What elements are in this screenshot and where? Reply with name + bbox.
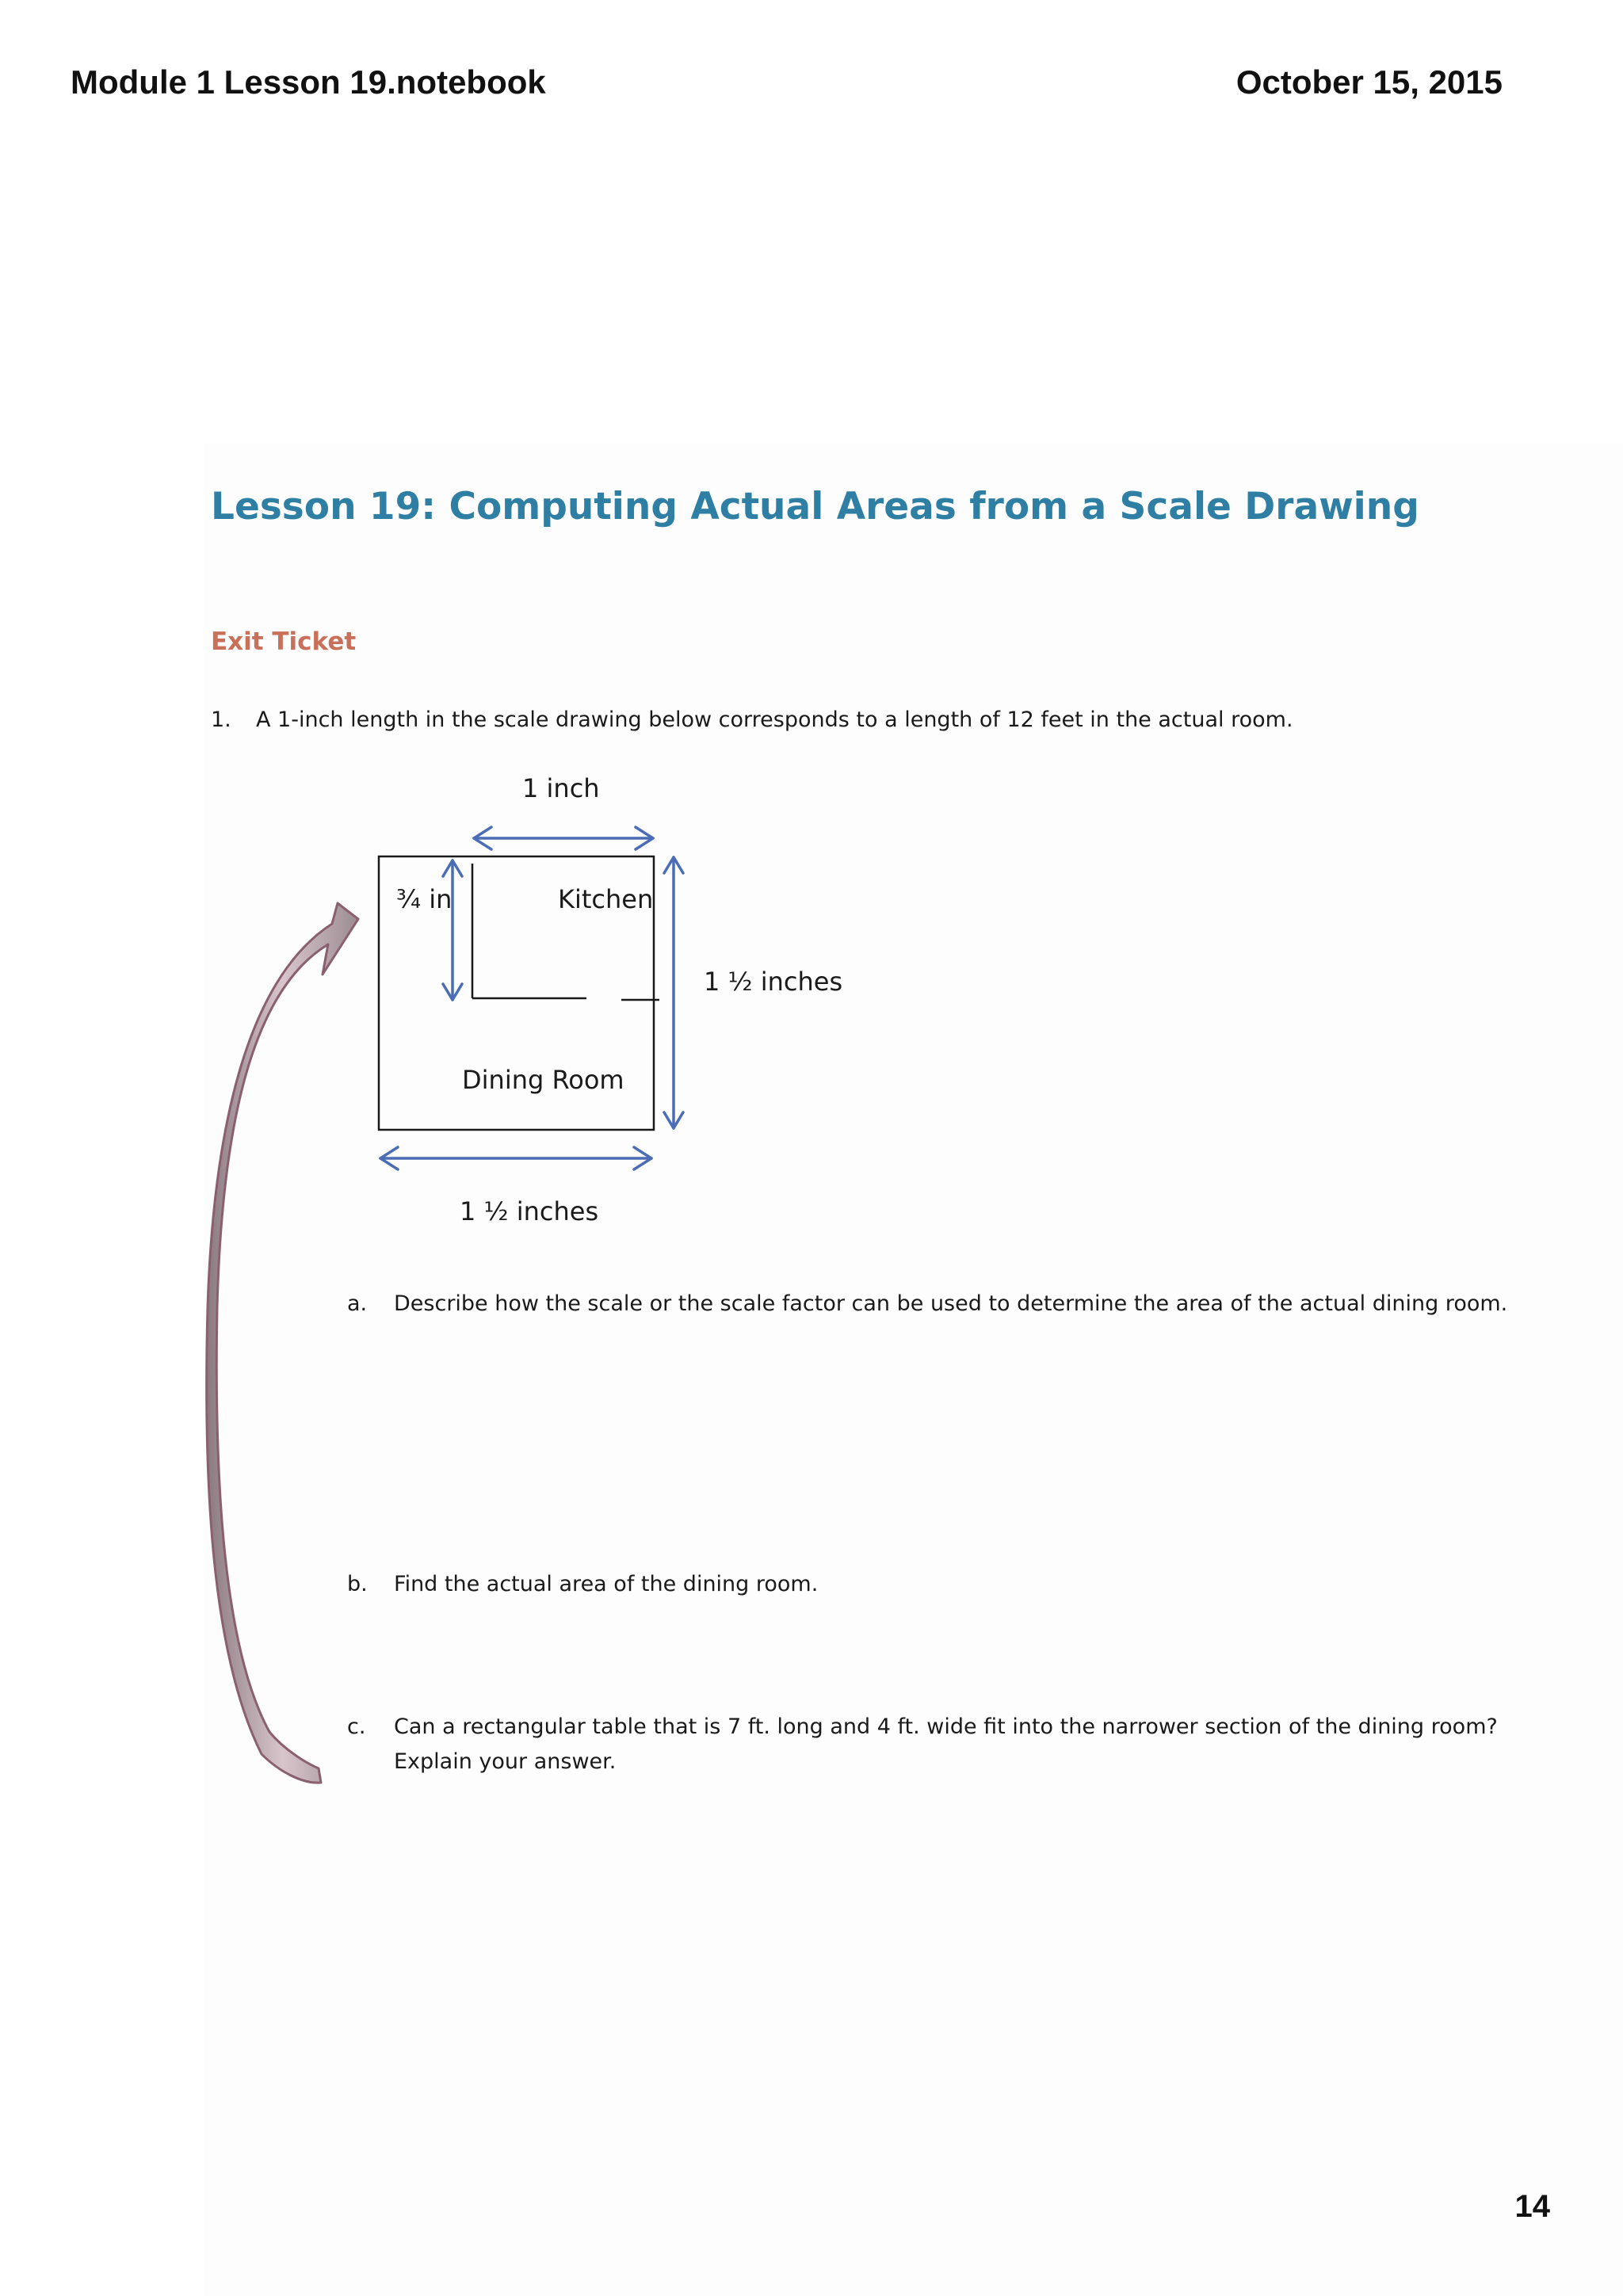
right-dimension-label: 1 ½ inches (704, 967, 843, 997)
notebook-date: October 15, 2015 (1235, 63, 1503, 101)
problem-number: 1. (211, 707, 231, 732)
bottom-dimension-label: 1 ½ inches (460, 1196, 599, 1226)
question-a-letter: a. (347, 1291, 368, 1316)
right-dimension-arrow (664, 857, 683, 1128)
kitchen-label: Kitchen (558, 884, 654, 914)
callout-arrow (207, 903, 358, 1783)
kitchen-dimension-label: ¾ in (396, 884, 453, 914)
top-dimension-arrow (474, 827, 653, 849)
question-b-text: Find the actual area of the dining room. (394, 1572, 819, 1596)
question-c-text-line2: Explain your answer. (394, 1749, 617, 1774)
question-b-letter: b. (347, 1572, 368, 1596)
problem-statement: A 1-inch length in the scale drawing below corresponds to a length of 12 feet in the actual room. (256, 707, 1293, 732)
lesson-title: Lesson 19: Computing Actual Areas from a Scale Drawing (211, 485, 1419, 528)
notebook-title: Module 1 Lesson 19.notebook (71, 63, 546, 101)
question-a-text: Describe how the scale or the scale factor can be used to determine the area of the actual dining room. (394, 1291, 1508, 1316)
question-c-text: Can a rectangular table that is 7 ft. long and 4 ft. wide fit into the narrower section of the dining room? (394, 1714, 1498, 1739)
top-dimension-label: 1 inch (522, 773, 600, 803)
page-number: 14 (1514, 2189, 1550, 2224)
dining-room-label: Dining Room (462, 1065, 624, 1095)
bottom-dimension-arrow (380, 1147, 651, 1169)
section-heading: Exit Ticket (211, 627, 357, 656)
kitchen-dimension-arrow (443, 860, 462, 1000)
question-c-letter: c. (347, 1714, 366, 1739)
